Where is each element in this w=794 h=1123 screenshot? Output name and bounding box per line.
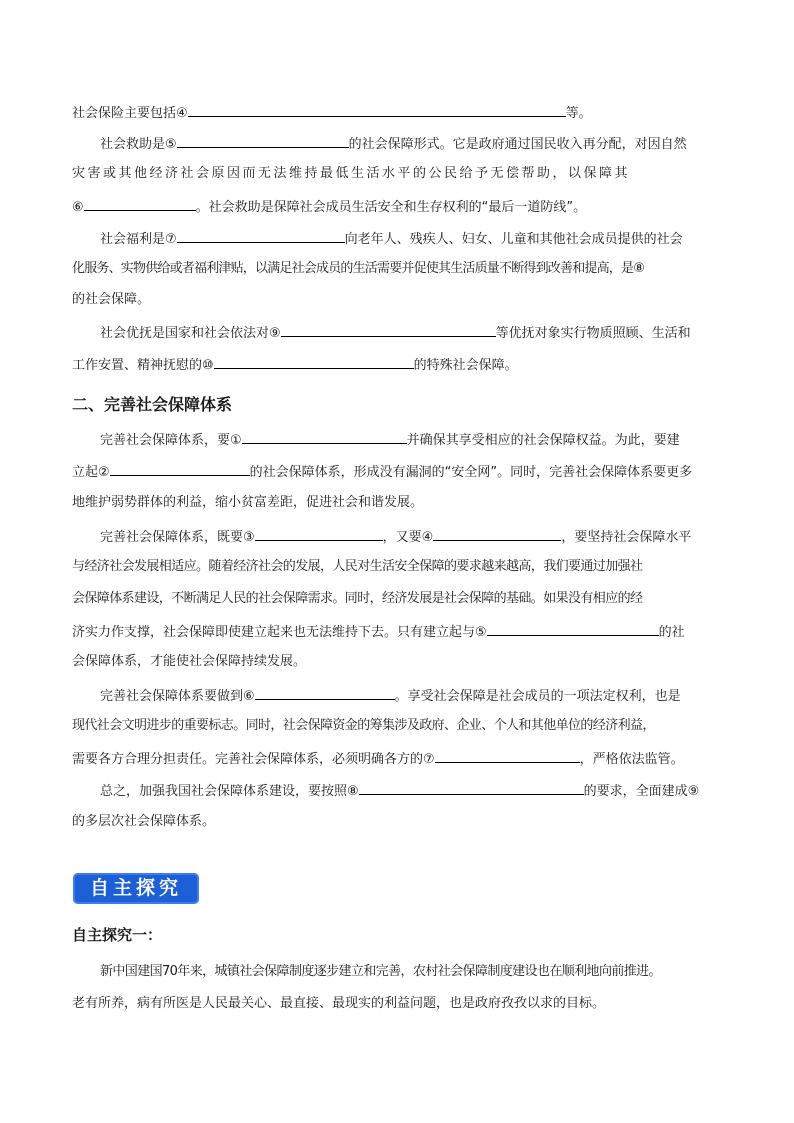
blank-6[interactable] bbox=[84, 196, 196, 211]
explore1-line-2: 老有所养，病有所医是人民最关心、最直接、最现实的利益问题，也是政府孜孜以求的目标。 bbox=[72, 996, 606, 1011]
improve2-line-5: 会保障体系，才能使社会保障持续发展。 bbox=[72, 654, 307, 669]
summary-line-1: 总之，加强我国社会保障体系建设，要按照⑧ 的要求，全面建成⑨ bbox=[100, 780, 699, 802]
improve3-line-3: 需要各方合理分担责任。完善社会保障体系，必须明确各方的⑦ ，严格依法监管。 bbox=[72, 748, 684, 770]
improve2-line-1: 完善社会保障体系，既要③ ，又要④ ，要坚持社会保障水平 bbox=[100, 526, 691, 548]
blank-4[interactable] bbox=[188, 102, 566, 117]
relief-line-1: 社会救助是⑤ 的社会保障形式。它是政府通过国民收入再分配，对因自然 bbox=[100, 133, 687, 155]
blank-s2-7[interactable] bbox=[435, 748, 580, 763]
blank-s2-5[interactable] bbox=[487, 621, 659, 636]
welfare-line-2: 化服务、实物供给或者福利津贴，以满足社会成员的生活需要并促使其生活质量不断得到改善和提高，是⑧ bbox=[72, 261, 645, 276]
blank-7[interactable] bbox=[177, 228, 345, 243]
blank-s2-2[interactable] bbox=[110, 461, 250, 476]
welfare-line-1: 社会福利是⑦ 向老年人、残疾人、妇女、儿童和其他社会成员提供的社会 bbox=[100, 228, 683, 250]
explore1-line-1: 新中国建国70年来，城镇社会保障制度逐步建立和完善，农村社会保障制度建设也在顺利地向前推进。 bbox=[100, 964, 661, 979]
blank-s2-4[interactable] bbox=[433, 526, 561, 541]
relief-line-3: ⑥ 。社会救助是保障社会成员生活安全和生存权利的“最后一道防线”。 bbox=[72, 196, 586, 218]
special-line-1: 社会优抚是国家和社会依法对⑨ 等优抚对象实行物质照顾、生活和 bbox=[100, 322, 691, 344]
blank-s2-3[interactable] bbox=[255, 526, 383, 541]
improve3-line-1: 完善社会保障体系要做到⑥ 。享受社会保障是社会成员的一项法定权利，也是 bbox=[100, 685, 681, 707]
insurance-line: 社会保险主要包括④ 等。 bbox=[72, 102, 592, 124]
improve1-line-2: 立起② 的社会保障体系，形成没有漏洞的“安全网”。同时，完善社会保障体系要更多 bbox=[72, 461, 692, 483]
section-2-title: 二、完善社会保障体系 bbox=[72, 395, 233, 414]
blank-9[interactable] bbox=[281, 322, 496, 337]
blank-s2-1[interactable] bbox=[242, 429, 407, 444]
section-badge: 自主探究 bbox=[73, 873, 199, 904]
improve2-line-3: 会保障体系建设，不断满足人民的社会保障需求。同时，经济发展是社会保障的基础。如果没有相应的经 bbox=[72, 591, 643, 606]
blank-5[interactable] bbox=[177, 133, 349, 148]
improve1-line-1: 完善社会保障体系，要① 并确保其享受相应的社会保障权益。为此，要建 bbox=[100, 429, 680, 451]
blank-10[interactable] bbox=[214, 354, 414, 369]
special-line-2: 工作安置、精神抚慰的⑩ 的特殊社会保障。 bbox=[72, 354, 518, 376]
welfare-line-3: 的社会保障。 bbox=[72, 292, 151, 307]
improve1-line-3: 地维护弱势群体的利益，缩小贫富差距，促进社会和谐发展。 bbox=[72, 495, 424, 510]
improve2-line-2: 与经济社会发展相适应。随着经济社会的发展，人民对生活安全保障的要求越来越高，我们要通过加强社 bbox=[72, 559, 643, 574]
improve3-line-2: 现代社会文明进步的重要标志。同时，社会保障资金的筹集涉及政府、企业、个人和其他单位的经济利益， bbox=[72, 718, 655, 733]
blank-s2-8[interactable] bbox=[359, 780, 584, 795]
relief-line-2: 灾害或其他经济社会原因而无法维持最低生活水平的公民给予无偿帮助，以保障其 bbox=[72, 166, 631, 181]
explore-1-title: 自主探究一： bbox=[72, 926, 163, 944]
summary-line-2: 的多层次社会保障体系。 bbox=[72, 814, 216, 829]
improve2-line-4: 济实力作支撑，社会保障即使建立起来也无法维持下去。只有建立起与⑤ 的社 bbox=[72, 621, 685, 643]
blank-s2-6[interactable] bbox=[255, 685, 395, 700]
